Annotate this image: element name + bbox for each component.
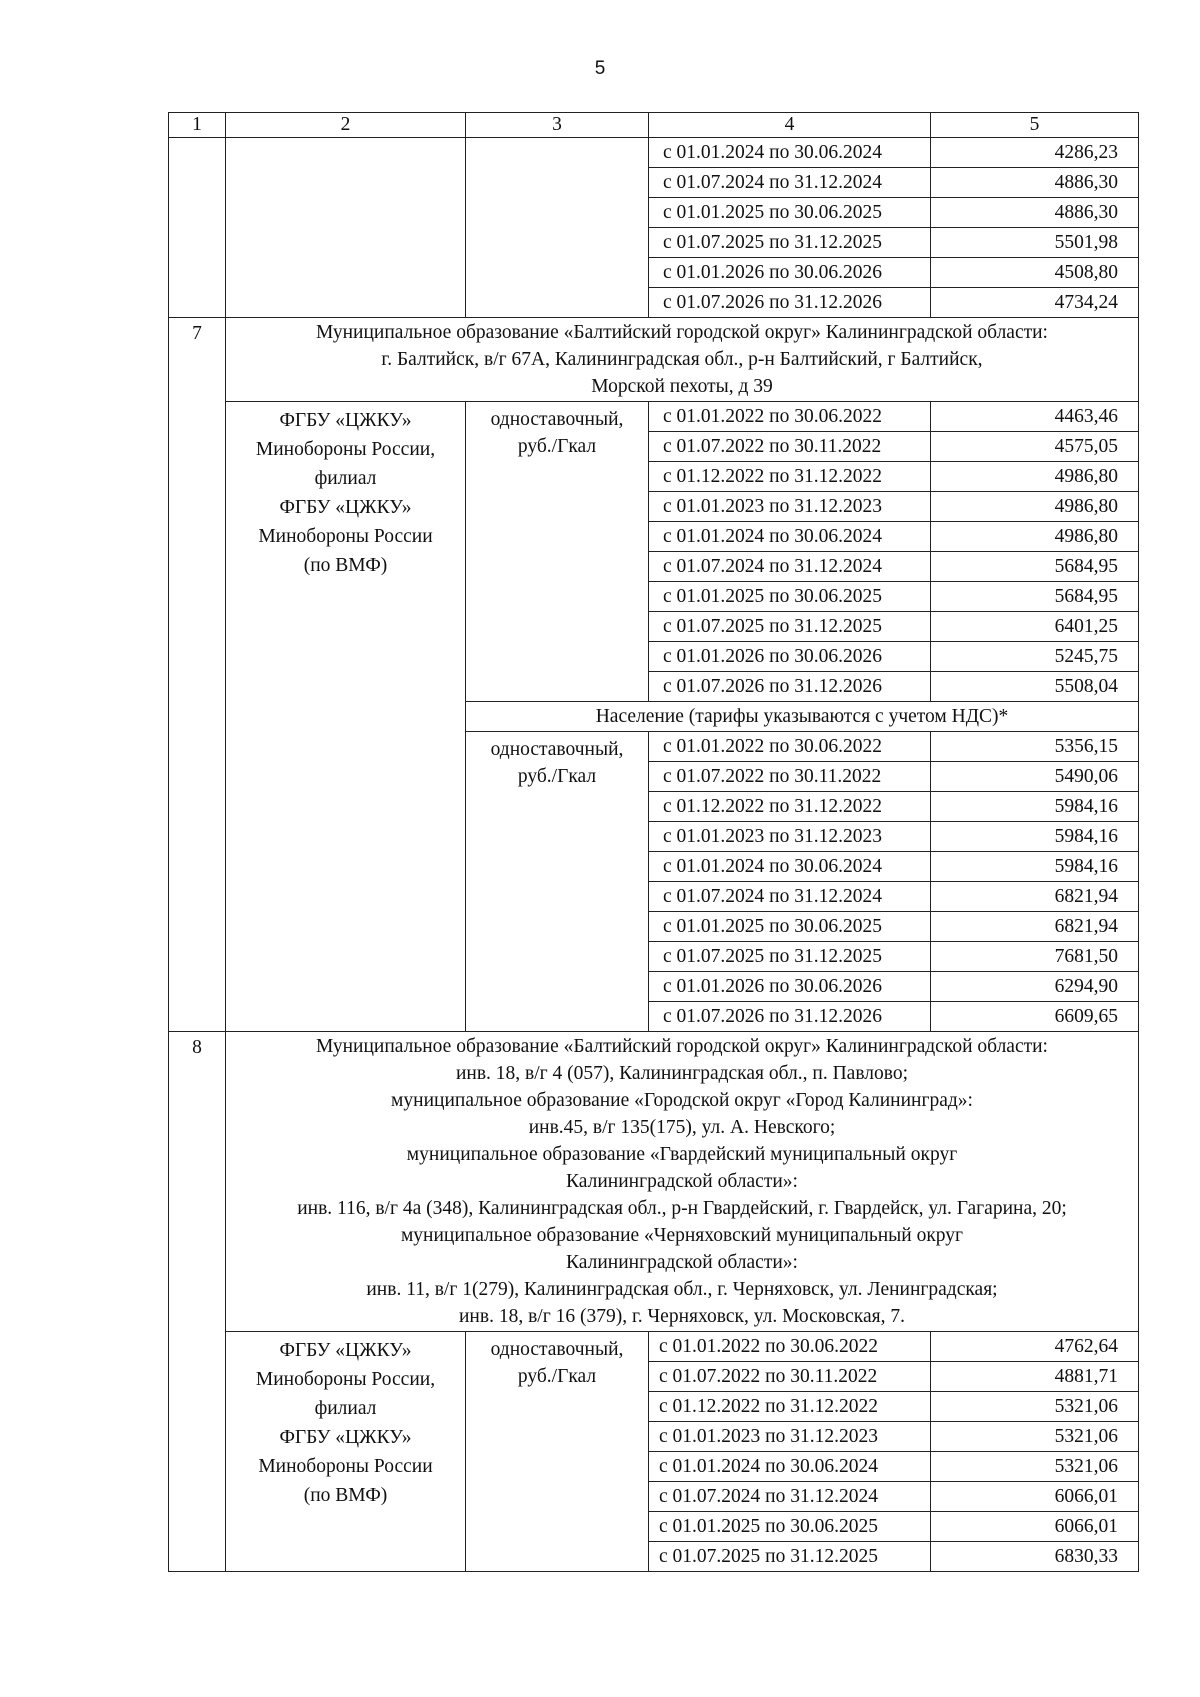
tariff-type-cell: [466, 402, 649, 702]
location-cell-line: инв. 11, в/г 1(279), Калининградская обл., г. Черняховск, ул. Ленинградская;: [366, 1279, 998, 1300]
value-cell: 5245,75: [931, 642, 1139, 672]
period-cell: с 01.01.2023 по 31.12.2023: [649, 1422, 931, 1452]
value-cell: 6401,25: [931, 612, 1139, 642]
value-cell: 5490,06: [931, 762, 1139, 792]
period-cell: с 01.01.2024 по 30.06.2024: [649, 522, 931, 552]
org-cell-line: филиал: [314, 468, 377, 489]
org-cell: [226, 1332, 466, 1572]
location-cell-line: инв. 116, в/г 4а (348), Калининградская обл., р-н Гвардейский, г. Гвардейск, ул. Гагарина, 20;: [297, 1198, 1067, 1219]
period-cell: с 01.01.2024 по 30.06.2024: [649, 138, 931, 168]
header-row: [169, 113, 1139, 138]
value-cell: 5321,06: [931, 1452, 1139, 1482]
location-cell-line: г. Балтийск, в/г 67А, Калининградская обл., р-н Балтийский, г Балтийск,: [381, 349, 983, 370]
tariff-type-cell-line: одноставочный,: [490, 739, 624, 760]
value-cell: 7681,50: [931, 942, 1139, 972]
period-cell: с 01.07.2026 по 31.12.2026: [649, 672, 931, 702]
value-cell: 5321,06: [931, 1422, 1139, 1452]
location-cell-line: инв. 18, в/г 16 (379), г. Черняховск, ул. Московская, 7.: [459, 1306, 905, 1327]
period-cell: с 01.01.2024 по 30.06.2024: [649, 852, 931, 882]
value-cell: 4734,24: [931, 288, 1139, 318]
period-cell: с 01.07.2024 по 31.12.2024: [649, 882, 931, 912]
org-cell-line: филиал: [314, 1398, 377, 1419]
table-row: [169, 1332, 1139, 1362]
tariff-type-cell-line: одноставочный,: [490, 1339, 624, 1360]
period-cell: с 01.01.2022 по 30.06.2022: [649, 1332, 931, 1362]
value-cell: 4463,46: [931, 402, 1139, 432]
value-cell: 5984,16: [931, 792, 1139, 822]
location-cell-line: инв. 18, в/г 4 (057), Калининградская обл., п. Павлово;: [455, 1063, 909, 1084]
location-cell-line: муниципальное образование «Черняховский муниципальный округ: [400, 1225, 964, 1246]
tariff-table: [168, 112, 1139, 1572]
period-cell: с 01.07.2022 по 30.11.2022: [649, 1362, 931, 1392]
org-cell-line: ФГБУ «ЦЖКУ»: [279, 1340, 412, 1361]
period-cell: с 01.07.2025 по 31.12.2025: [649, 1542, 931, 1572]
org-cell-line: Минобороны России: [258, 1456, 433, 1477]
period-cell: с 01.12.2022 по 31.12.2022: [649, 1392, 931, 1422]
location-row: [169, 318, 1139, 402]
value-cell: 5356,15: [931, 732, 1139, 762]
value-cell: 6821,94: [931, 882, 1139, 912]
value-cell: 6609,65: [931, 1002, 1139, 1032]
tariff-type-cell-line: руб./Гкал: [517, 1366, 597, 1387]
value-cell: 5684,95: [931, 582, 1139, 612]
org-cell-line: ФГБУ «ЦЖКУ»: [279, 1427, 412, 1448]
location-cell-line: Калининградской области»:: [566, 1171, 798, 1192]
tariff-type-cell-line: руб./Гкал: [517, 436, 597, 457]
page-number: 5: [594, 58, 606, 79]
tariff-type-cell-line: руб./Гкал: [517, 766, 597, 787]
value-cell: 4986,80: [931, 492, 1139, 522]
period-cell: с 01.01.2022 по 30.06.2022: [649, 732, 931, 762]
org-cell-line: ФГБУ «ЦЖКУ»: [279, 410, 412, 431]
value-cell: 6066,01: [931, 1482, 1139, 1512]
period-cell: с 01.01.2023 по 31.12.2023: [649, 822, 931, 852]
period-cell: с 01.07.2025 по 31.12.2025: [649, 612, 931, 642]
value-cell: 6294,90: [931, 972, 1139, 1002]
location-cell-line: муниципальное образование «Городской округ «Город Калининград»:: [391, 1090, 973, 1111]
period-cell: с 01.07.2026 по 31.12.2026: [649, 288, 931, 318]
table-row: [169, 402, 1139, 432]
location-cell-line: Муниципальное образование «Балтийский городской округ» Калининградской области:: [316, 1036, 1048, 1057]
value-cell: 4762,64: [931, 1332, 1139, 1362]
org-cell-line: (по ВМФ): [303, 1485, 388, 1506]
period-cell: с 01.07.2024 по 31.12.2024: [649, 168, 931, 198]
value-cell: 5684,95: [931, 552, 1139, 582]
location-cell-line: инв.45, в/г 135(175), ул. А. Невского;: [528, 1117, 836, 1138]
value-cell: 5984,16: [931, 852, 1139, 882]
value-cell: 4986,80: [931, 462, 1139, 492]
header-col-5: 5: [931, 113, 1139, 138]
value-cell: 4986,80: [931, 522, 1139, 552]
org-cell-line: Минобороны России,: [255, 1369, 436, 1390]
value-cell: 6821,94: [931, 912, 1139, 942]
location-row: [169, 1032, 1139, 1332]
location-cell-line: Морской пехоты, д 39: [591, 376, 773, 397]
period-cell: с 01.01.2025 по 30.06.2025: [649, 1512, 931, 1542]
value-cell: 4575,05: [931, 432, 1139, 462]
period-cell: с 01.01.2025 по 30.06.2025: [649, 582, 931, 612]
value-cell: 5508,04: [931, 672, 1139, 702]
value-cell: 4886,30: [931, 198, 1139, 228]
period-cell: с 01.07.2022 по 30.11.2022: [649, 762, 931, 792]
period-cell: с 01.07.2024 по 31.12.2024: [649, 552, 931, 582]
value-cell: 4881,71: [931, 1362, 1139, 1392]
org-cell-line: (по ВМФ): [303, 555, 388, 576]
period-cell: с 01.01.2025 по 30.06.2025: [649, 198, 931, 228]
org-cell-line: Минобороны России: [258, 526, 433, 547]
num-cell: [169, 138, 226, 318]
value-cell: 4286,23: [931, 138, 1139, 168]
period-cell: с 01.07.2022 по 30.11.2022: [649, 432, 931, 462]
row-number: 8: [169, 1032, 226, 1572]
location-cell: [226, 1032, 1139, 1332]
value-cell: 4508,80: [931, 258, 1139, 288]
org-cell: [226, 402, 466, 1032]
org-cell-line: ФГБУ «ЦЖКУ»: [279, 497, 412, 518]
period-cell: с 01.01.2024 по 30.06.2024: [649, 1452, 931, 1482]
header-col-2: 2: [226, 113, 466, 138]
row-number: 7: [169, 318, 226, 1032]
table-row: [169, 138, 1139, 168]
org-cell: [226, 138, 466, 318]
period-cell: с 01.12.2022 по 31.12.2022: [649, 792, 931, 822]
value-cell: 5501,98: [931, 228, 1139, 258]
value-cell: 5984,16: [931, 822, 1139, 852]
value-cell: 4886,30: [931, 168, 1139, 198]
header-col-1: 1: [169, 113, 226, 138]
period-cell: с 01.07.2025 по 31.12.2025: [649, 228, 931, 258]
period-cell: с 01.07.2026 по 31.12.2026: [649, 1002, 931, 1032]
period-cell: с 01.01.2026 по 30.06.2026: [649, 258, 931, 288]
location-cell-line: Калининградской области»:: [566, 1252, 798, 1273]
period-cell: с 01.01.2022 по 30.06.2022: [649, 402, 931, 432]
period-cell: с 01.12.2022 по 31.12.2022: [649, 462, 931, 492]
period-cell: с 01.01.2026 по 30.06.2026: [649, 642, 931, 672]
period-cell: с 01.07.2025 по 31.12.2025: [649, 942, 931, 972]
tariff-type-cell: [466, 1332, 649, 1572]
value-cell: 6830,33: [931, 1542, 1139, 1572]
header-col-4: 4: [649, 113, 931, 138]
location-cell-line: муниципальное образование «Гвардейский муниципальный округ: [406, 1144, 958, 1165]
period-cell: с 01.01.2026 по 30.06.2026: [649, 972, 931, 1002]
period-cell: с 01.07.2024 по 31.12.2024: [649, 1482, 931, 1512]
tariff-type-cell: [466, 138, 649, 318]
tariff-type-cell: [466, 732, 649, 1032]
period-cell: с 01.01.2025 по 30.06.2025: [649, 912, 931, 942]
header-col-3: 3: [466, 113, 649, 138]
location-cell-line: Муниципальное образование «Балтийский городской округ» Калининградской области:: [316, 322, 1048, 343]
location-cell: [226, 318, 1139, 402]
period-cell: с 01.01.2023 по 31.12.2023: [649, 492, 931, 522]
org-cell-line: Минобороны России,: [255, 439, 436, 460]
tariff-type-cell-line: одноставочный,: [490, 409, 624, 430]
population-label: Население (тарифы указываются с учетом НДС)*: [466, 702, 1139, 732]
value-cell: 6066,01: [931, 1512, 1139, 1542]
value-cell: 5321,06: [931, 1392, 1139, 1422]
